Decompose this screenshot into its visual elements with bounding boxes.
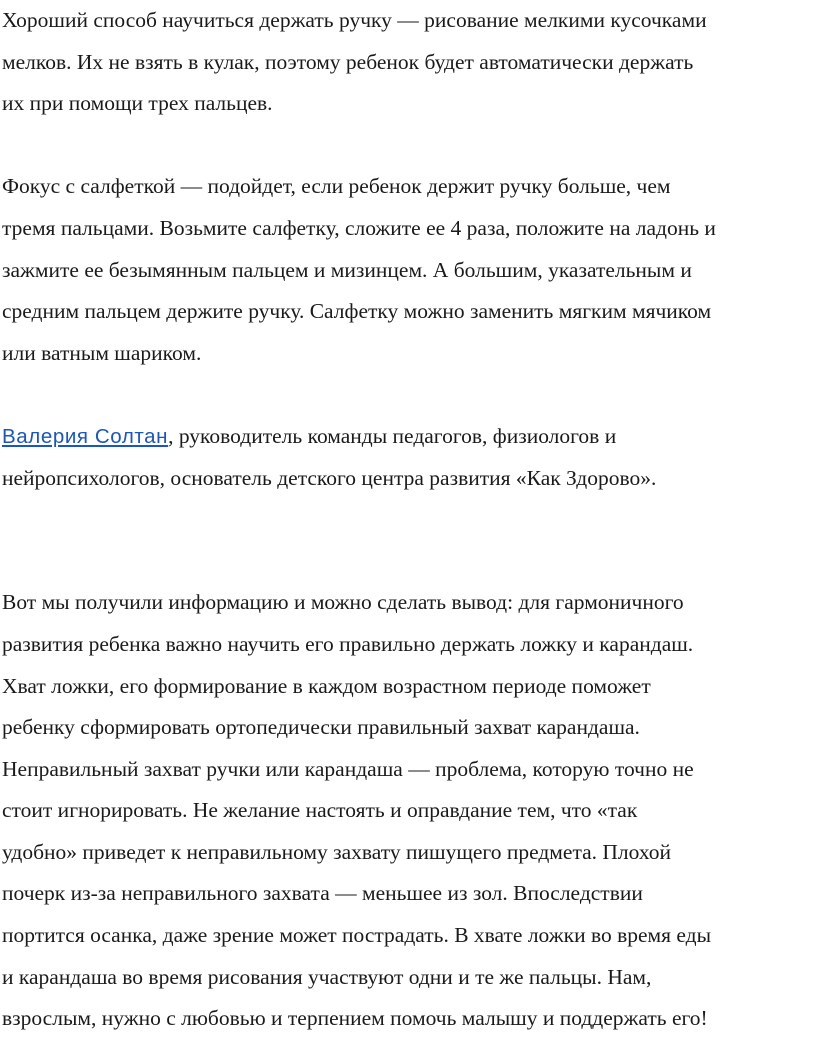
attribution-text: , руководитель команды педагогов, физиологов и: [168, 423, 617, 448]
text-line: или ватным шариком.: [2, 340, 202, 365]
paragraph-pen-grip-chalk: [2, 0, 816, 125]
text-line: их при помощи трех пальцев.: [2, 91, 273, 116]
text-line: развития ребенка важно научить его правильно держать ложку и карандаш.: [2, 631, 694, 656]
text-line: стоит игнорировать. Не желание настоять и оправдание тем, что «так: [2, 798, 638, 823]
author-link[interactable]: Валерия Солтан: [2, 424, 169, 448]
text-line: нейропсихологов, основатель детского центра развития «Как Здорово».: [2, 465, 657, 490]
paragraph-napkin-trick: [2, 166, 816, 374]
text-line: [2, 416, 816, 458]
text-line: Вот мы получили информацию и можно сделать вывод: для гармоничного: [2, 590, 684, 615]
paragraph-spacer: [2, 374, 816, 416]
text-line: портится осанка, даже зрение может пострадать. В хвате ложки во время еды: [2, 923, 712, 948]
text-line: почерк из-за неправильного захвата — меньшее из зол. Впоследствии: [2, 881, 643, 906]
text-line: Фокус с салфеткой — подойдет, если ребенок держит ручку больше, чем: [2, 174, 671, 199]
text-line: тремя пальцами. Возьмите салфетку, сложите ее 4 раза, положите на ладонь и: [2, 215, 716, 240]
text-line: зажмите ее безымянным пальцем и мизинцем. А большим, указательным и: [2, 257, 692, 282]
text-line: Хват ложки, его формирование в каждом возрастном периоде поможет: [2, 673, 651, 698]
text-line: Неправильный захват ручки или карандаша — проблема, которую точно не: [2, 756, 694, 781]
text-line: мелков. Их не взять в кулак, поэтому ребенок будет автоматически держать: [2, 49, 694, 74]
paragraph-attribution: [2, 416, 816, 499]
text-line: и карандаша во время рисования участвуют одни и те же пальцы. Нам,: [2, 964, 652, 989]
paragraph-spacer: [2, 499, 816, 582]
paragraph-conclusion: [2, 582, 816, 1040]
text-line: Хороший способ научиться держать ручку — рисование мелкими кусочками: [2, 8, 707, 32]
text-line: средним пальцем держите ручку. Салфетку можно заменить мягким мячиком: [2, 299, 712, 324]
text-line: ребенку сформировать ортопедически правильный захват карандаша.: [2, 715, 640, 740]
text-line: удобно» приведет к неправильному захвату пишущего предмета. Плохой: [2, 839, 672, 864]
paragraph-spacer: [2, 125, 816, 167]
text-line: взрослым, нужно с любовью и терпением помочь малышу и поддержать его!: [2, 1006, 708, 1031]
document-page: [2, 0, 816, 1040]
